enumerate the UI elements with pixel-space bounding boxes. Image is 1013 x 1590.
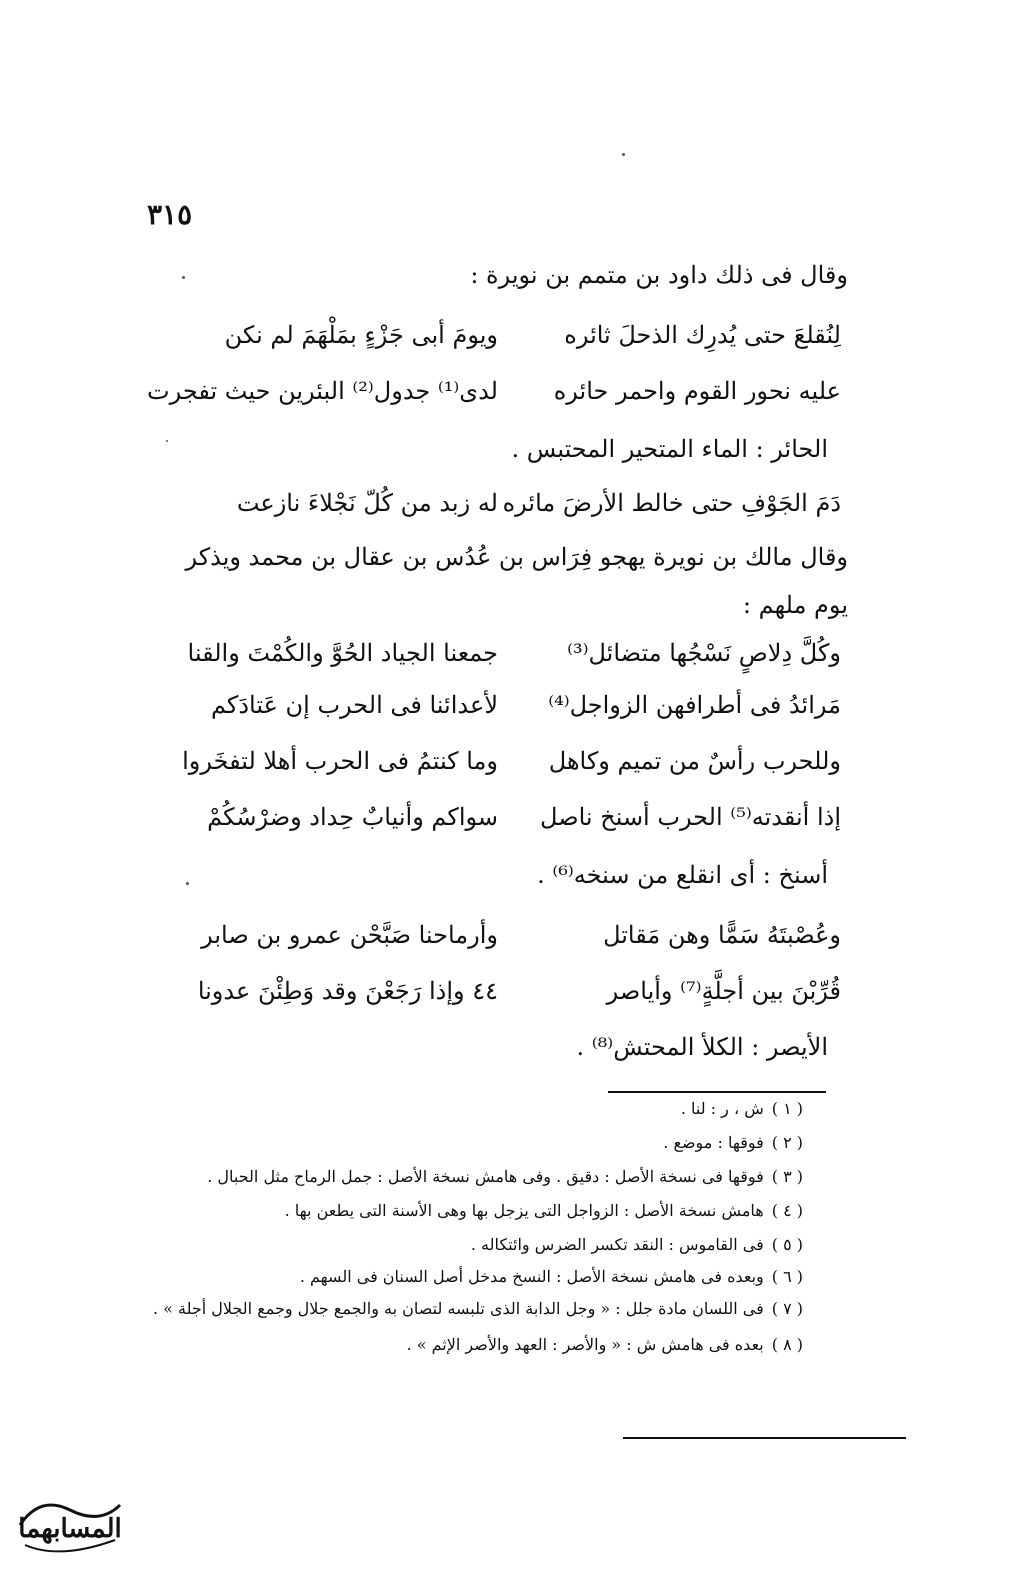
footnote <box>153 1298 803 1320</box>
logo-stamp-icon <box>10 1465 130 1575</box>
bottom-rule <box>623 1437 906 1439</box>
scan-speck <box>186 882 189 885</box>
gloss-line: أسنخ : أى انقلع من سنخه⁽⁶⁾ . <box>537 861 828 889</box>
verse-1-right-hemistich: ويومَ أبى جَزْءٍ بمَلْهَمَ لم نكن <box>224 321 498 349</box>
verse-4-right-hemistich: جمعنا الجياد الحُوَّ والكُمْتَ والقنا <box>187 639 498 667</box>
scan-speck <box>166 440 168 442</box>
footnote-text: فوقها : موضع . <box>663 1133 764 1152</box>
footnote <box>207 1166 803 1188</box>
verse-8-left-hemistich: وعُصْبتَهُ سَمًّا وهن مَقاتل <box>603 921 841 949</box>
verse-8-right-hemistich: وأرماحنا صَبَّحْن عمرو بن صابر <box>201 921 498 949</box>
footnote <box>285 1200 803 1222</box>
intro-line: وقال فى ذلك داود بن متمم بن نويرة : <box>470 261 848 289</box>
gloss-line: الأيصر : الكلأ المحتش⁽⁸⁾ . <box>576 1033 828 1061</box>
verse-3-left-hemistich: دَمَ الجَوْفِ حتى خالط الأرضَ مائره <box>502 489 841 517</box>
gloss-line: الحائر : الماء المتحير المحتبس . <box>511 435 828 463</box>
verse-6-left-hemistich: وللحرب رأسٌ من تميم وكاهل <box>548 747 841 775</box>
verse-3-right-hemistich: له زبد من كُلّ نَجْلاءَ نازعت <box>236 489 498 517</box>
scan-speck <box>622 153 625 156</box>
footnote-rule <box>608 1091 826 1093</box>
intro-line: وقال مالك بن نويرة يهجو فِرَاس بن عُدُس بن عقال بن محمد ويذكر <box>185 543 848 571</box>
footnote-text: هامش نسخة الأصل : الزواجل التى يزجل بها وهى الأسنة التى يطعن بها . <box>284 1201 764 1220</box>
footnote <box>681 1098 803 1120</box>
footnote-number: ( ٥ ) <box>771 1235 803 1254</box>
footnote <box>300 1266 803 1288</box>
footnote-text: فوقها فى نسخة الأصل : دقيق . وفى هامش نسخة الأصل : جمل الرماح مثل الحبال . <box>207 1167 764 1186</box>
footnote-number: ( ٢ ) <box>771 1133 803 1152</box>
publisher-logo <box>10 1465 130 1575</box>
footnote-text: فى القاموس : النقد تكسر الضرس وائتكاله . <box>470 1235 764 1254</box>
footnote <box>663 1132 803 1154</box>
footnote-number: ( ٤ ) <box>771 1201 803 1220</box>
intro-line: يوم ملهم : <box>742 591 848 619</box>
page-number: ٣١٥ <box>147 198 193 231</box>
footnote <box>471 1234 803 1256</box>
verse-6-right-hemistich: وما كنتمُ فى الحرب أهلا لتفخَروا <box>182 747 498 775</box>
verse-9-right-hemistich: ٤٤ وإذا رَجَعْنَ وقد وَطِئْنَ عدونا <box>197 977 498 1005</box>
footnote-text: بعده فى هامش ش : « والأصر : العهد والأصر الإثم » . <box>406 1335 764 1354</box>
footnote-number: ( ٧ ) <box>771 1299 803 1318</box>
verse-4-left-hemistich: وكُلَّ دِلاصٍ نَسْجُها متضائل⁽³⁾ <box>567 639 841 667</box>
footnote-text: ش ، ر : لنا . <box>680 1099 764 1118</box>
verse-2-right-hemistich: لدى⁽¹⁾ جدول⁽²⁾ البئرين حيث تفجرت <box>147 377 498 405</box>
verse-5-left-hemistich: مَرائدُ فى أطرافهن الزواجل⁽⁴⁾ <box>548 691 841 719</box>
footnote-text: فى اللسان مادة جلل : « وجل الدابة الذى تلبسه لتصان به والجمع جلال وجمع الجلال أجلة » . <box>152 1299 764 1318</box>
footnote-text: وبعده فى هامش نسخة الأصل : النسخ مدخل أصل السنان فى السهم . <box>299 1267 764 1286</box>
logo-text: المسابهما <box>18 1514 122 1544</box>
verse-5-right-hemistich: لأعدائنا فى الحرب إن عَتادَكم <box>210 691 498 719</box>
verse-9-left-hemistich: قُرِّبْنَ بين أجلَّةٍ⁽⁷⁾ وأياصر <box>606 977 841 1005</box>
footnote-number: ( ٦ ) <box>771 1267 803 1286</box>
verse-2-left-hemistich: عليه نحور القوم واحمر حائره <box>553 377 841 405</box>
footnote-number: ( ٨ ) <box>771 1335 803 1354</box>
verse-7-left-hemistich: إذا أنقدته⁽⁵⁾ الحرب أسنخ ناصل <box>540 803 841 831</box>
footnote <box>407 1334 803 1356</box>
footnote-number: ( ٣ ) <box>771 1167 803 1186</box>
verse-1-left-hemistich: لِنُقلعَ حتى يُدرِك الذحلَ ثائره <box>564 321 841 349</box>
footnote-number: ( ١ ) <box>771 1099 803 1118</box>
verse-7-right-hemistich: سواكم وأنيابٌ حِداد وضرْسُكُمْ <box>207 803 498 831</box>
scan-speck <box>182 276 185 279</box>
